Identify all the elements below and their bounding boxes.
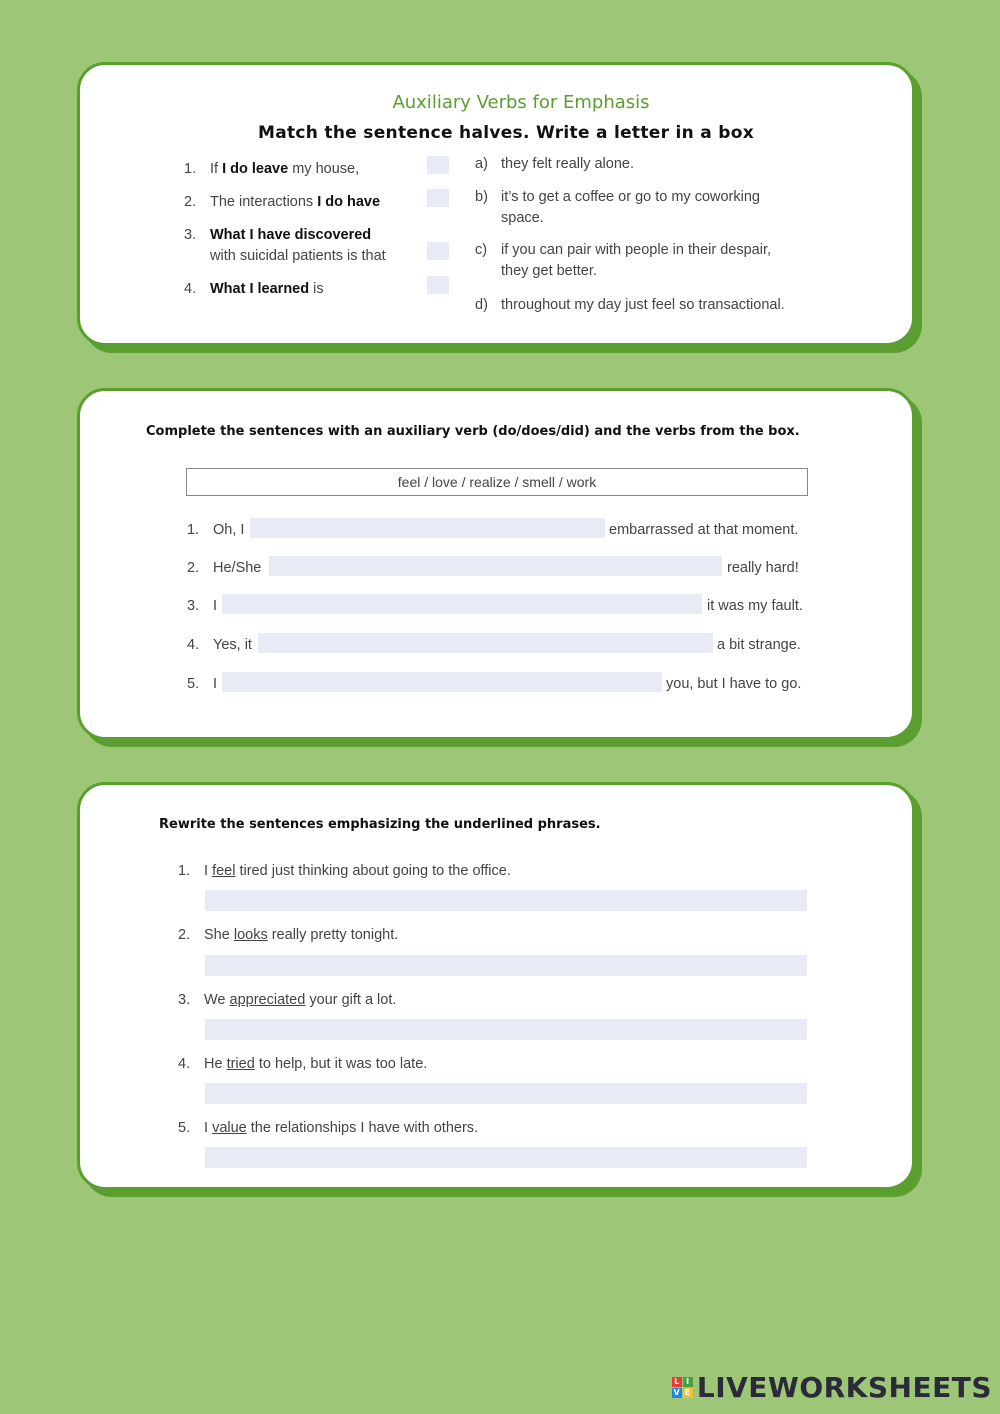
answer-box-2[interactable] xyxy=(427,189,449,207)
rewrite-item-number: 5. xyxy=(178,1120,191,1136)
fill-item-number: 4. xyxy=(187,637,200,653)
right-item-c: if you can pair with people in their despair, xyxy=(501,242,772,258)
fill-item-after: a bit strange. xyxy=(717,637,801,653)
right-item-letter: c) xyxy=(475,242,488,258)
right-item-letter: b) xyxy=(475,189,488,205)
fill-input-5[interactable] xyxy=(222,672,662,692)
fill-item-number: 2. xyxy=(187,560,200,576)
logo-mark-icon xyxy=(672,1377,693,1398)
logo-mark-i: I xyxy=(683,1377,693,1387)
left-item-2: The interactions I do have xyxy=(210,194,381,210)
answer-box-3[interactable] xyxy=(427,242,449,260)
logo-text: LIVEWORKSHEETS xyxy=(696,1371,992,1404)
rewrite-sentence-1: I feel tired just thinking about going to the office. xyxy=(204,863,511,879)
fill-input-2[interactable] xyxy=(269,556,722,576)
left-item-4: What I learned is xyxy=(210,281,324,297)
fill-item-before: I xyxy=(213,598,218,614)
right-item-c-continuation: they get better. xyxy=(501,263,597,279)
fill-item-after: really hard! xyxy=(727,560,799,576)
rewrite-item-number: 1. xyxy=(178,863,191,879)
fill-item-after: it was my fault. xyxy=(707,598,803,614)
verb-box: feel / love / realize / smell / work xyxy=(186,468,808,496)
fill-in-section xyxy=(77,388,915,740)
rewrite-sentence-4: He tried to help, but it was too late. xyxy=(204,1056,428,1072)
rewrite-input-2[interactable] xyxy=(205,955,807,976)
fill-item-after: embarrassed at that moment. xyxy=(609,522,799,538)
rewrite-section xyxy=(77,782,915,1190)
answer-box-4[interactable] xyxy=(427,276,449,294)
fill-item-number: 3. xyxy=(187,598,200,614)
rewrite-item-number: 3. xyxy=(178,992,191,1008)
left-item-number: 2. xyxy=(184,194,197,210)
fill-item-after: you, but I have to go. xyxy=(666,676,802,692)
matching-instruction: Match the sentence halves. Write a letter in a box xyxy=(258,123,754,143)
answer-box-1[interactable] xyxy=(427,156,449,174)
logo-mark-v: V xyxy=(673,1388,681,1397)
right-item-a: they felt really alone. xyxy=(501,156,634,172)
rewrite-input-3[interactable] xyxy=(205,1019,807,1040)
logo-mark-l: L xyxy=(672,1377,682,1387)
rewrite-item-number: 2. xyxy=(178,927,191,943)
fill-input-1[interactable] xyxy=(250,518,605,538)
right-item-d: throughout my day just feel so transactional. xyxy=(501,297,785,313)
right-item-letter: a) xyxy=(475,156,488,172)
fill-item-before: I xyxy=(213,676,218,692)
right-item-b-continuation: space. xyxy=(501,210,544,226)
right-item-b: it’s to get a coffee or go to my coworking xyxy=(501,189,760,205)
right-item-letter: d) xyxy=(475,297,488,313)
left-item-3-continuation: with suicidal patients is that xyxy=(210,248,386,264)
fill-input-3[interactable] xyxy=(222,594,702,614)
rewrite-sentence-3: We appreciated your gift a lot. xyxy=(204,992,397,1008)
fill-input-4[interactable] xyxy=(258,633,713,653)
rewrite-input-5[interactable] xyxy=(205,1147,807,1168)
rewrite-item-number: 4. xyxy=(178,1056,191,1072)
left-item-1: If I do leave my house, xyxy=(210,161,360,177)
left-item-3: What I have discovered xyxy=(210,227,372,243)
fill-item-before: Yes, it xyxy=(213,637,252,653)
liveworksheets-logo xyxy=(672,1371,992,1404)
logo-mark-e: E xyxy=(683,1388,693,1398)
fill-item-before: Oh, I xyxy=(213,522,245,538)
rewrite-sentence-2: She looks really pretty tonight. xyxy=(204,927,399,943)
fill-in-instruction: Complete the sentences with an auxiliary verb (do/does/did) and the verbs from the box. xyxy=(146,424,800,439)
left-item-number: 4. xyxy=(184,281,197,297)
rewrite-instruction: Rewrite the sentences emphasizing the underlined phrases. xyxy=(159,817,601,832)
left-item-number: 3. xyxy=(184,227,197,243)
rewrite-sentence-5: I value the relationships I have with others. xyxy=(204,1120,479,1136)
matching-section xyxy=(77,62,915,346)
worksheet-title: Auxiliary Verbs for Emphasis xyxy=(392,92,650,113)
rewrite-input-4[interactable] xyxy=(205,1083,807,1104)
fill-item-number: 1. xyxy=(187,522,200,538)
fill-item-number: 5. xyxy=(187,676,200,692)
left-item-number: 1. xyxy=(184,161,197,177)
rewrite-input-1[interactable] xyxy=(205,890,807,911)
fill-item-before: He/She xyxy=(213,560,262,576)
